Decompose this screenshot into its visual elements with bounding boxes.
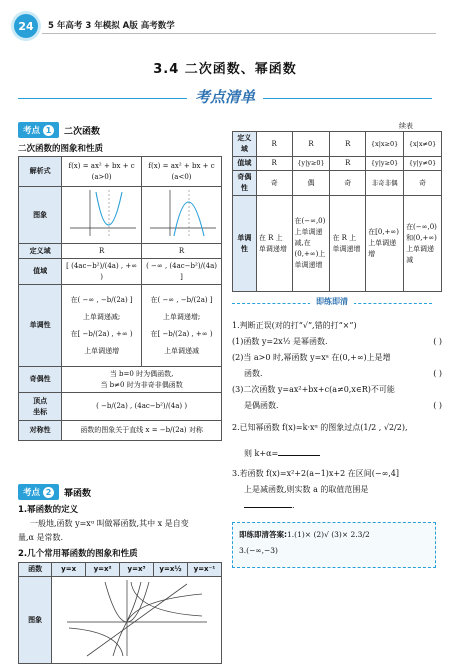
head-axis: 对称性 (19, 421, 62, 441)
func-3: y=x³ (120, 563, 154, 577)
answer-paren-3: ( ) (433, 401, 442, 410)
power-head: 函数 (19, 563, 52, 577)
rt-range-head: 值域 (233, 157, 257, 171)
head-vertex-2: 坐标 (33, 407, 48, 416)
kaodian-banner (18, 86, 432, 110)
answer-paren-1: ( ) (433, 337, 442, 346)
answer-line1-text: 1.(1)× (2)√ (3)× 2.3/2 (287, 530, 370, 539)
page-number-badge (14, 14, 38, 38)
parabola-down-graph (146, 188, 218, 238)
row-graph (19, 187, 222, 244)
rt-parity-2: 偶 (292, 171, 330, 196)
kp2-def-text1: 一般地,函数 y=xᵅ 叫做幂函数,其中 x 是自变 (30, 519, 189, 528)
row-expr (19, 157, 222, 187)
parity-l2: 当 b≠0 时为非奇非偶函数 (100, 380, 183, 389)
q2-blank-text: 则 k+α= (244, 449, 279, 458)
row-mono (19, 285, 222, 367)
answer-paren-2: ( ) (433, 369, 442, 378)
rt-parity-5: 奇 (404, 171, 442, 196)
kp1-tag-num: 1 (43, 125, 54, 136)
rt-parity-head: 奇偶性 (233, 171, 257, 196)
power-functions-graph (57, 578, 217, 658)
func-5: y=x⁻¹ (187, 563, 221, 577)
rt-mono-2: 在(−∞,0)上单调递减,在(0,+∞)上单调递增 (292, 196, 330, 292)
row-axis (19, 421, 222, 441)
mono-c2-b: 上单调递增; (162, 312, 201, 321)
kp1-subhead: 二次函数的图象和性质 (18, 144, 104, 154)
kp1-tag-label: 二次函数 (64, 126, 101, 137)
head-vertex (19, 393, 62, 421)
q1-item2a: (2)当 a>0 时,幂函数 y=xᵃ 在(0,+∞)上是增 (232, 353, 391, 362)
kp2-tag (18, 484, 91, 500)
rt-defdomain-3: R (330, 132, 366, 157)
curve-y-sqrt (127, 594, 202, 622)
rt-defdomain-4: {x|x≥0} (366, 132, 404, 157)
head-graph: 图象 (19, 187, 62, 244)
func-4: y=x½ (154, 563, 188, 577)
graph-up (62, 187, 142, 244)
power-graph-cell (52, 577, 222, 664)
answer-line2: 3.(−∞,−3) (239, 546, 278, 555)
power-graph-row (19, 577, 222, 664)
q3-stem: 3.若函数 f(x)=x²+2(a−1)x+2 在区间(−∞,4] (232, 469, 399, 478)
answer-line1 (239, 527, 429, 543)
range-c2: ( −∞ , (4ac−b²)/(4a) ] (142, 259, 222, 285)
q3-blank (244, 498, 292, 508)
axis-val: 函数的图象关于直线 x = −b/(2a) 对称 (62, 421, 222, 441)
q1-item1 (232, 334, 442, 349)
curve-y-inv-neg (69, 628, 123, 656)
practice-banner-text: 即练即清 (310, 296, 354, 307)
q1-item3b-text: 是偶函数. (244, 401, 279, 410)
mono-c1-d: 上单调递增 (84, 346, 120, 355)
kp2-def-head: 1.幂函数的定义 (18, 505, 79, 515)
power-properties-table (232, 131, 442, 292)
power-graph-head: 图象 (19, 577, 52, 664)
rt-parity-1: 奇 (256, 171, 292, 196)
rt-range-4: {y|y≥0} (366, 157, 404, 171)
mono-c2-c: 在[ −b/(2a) , +∞ ) (150, 329, 213, 338)
rt-defdomain-5: {x|x≠0} (404, 132, 442, 157)
rt-range-5: {y|y≠0} (404, 157, 442, 171)
rt-range-row (233, 157, 442, 171)
domain-c1: R (62, 244, 142, 259)
kp2-graph-head: 2.几个常用幂函数的图象和性质 (18, 549, 138, 559)
kp2-tag-box (18, 484, 59, 500)
q3-blank-line (232, 498, 442, 513)
expr-c1-cond: (a>0) (91, 172, 112, 181)
mono-c2 (142, 285, 222, 367)
head-expr: 解析式 (19, 157, 62, 187)
quadratic-table (18, 156, 222, 441)
rt-parity-row (233, 171, 442, 196)
answer-label: 即练即清答案: (239, 530, 287, 539)
expr-c2-formula: f(x) = ax² + bx + c (148, 161, 215, 170)
rt-mono-row (233, 196, 442, 292)
banner-text: 考点清单 (187, 86, 263, 107)
row-vertex (19, 393, 222, 421)
power-head-row (19, 563, 222, 577)
row-domain (19, 244, 222, 259)
parity-l1: 当 b=0 时为偶函数, (109, 369, 174, 378)
rt-mono-head: 单调性 (233, 196, 257, 292)
q1-stem: 1.判断正误(对的打“√”,错的打“×”) (232, 321, 357, 330)
parabola-curve (96, 192, 122, 225)
parabola-up-graph (66, 188, 138, 238)
kp2-def-text2: 量,α 是常数. (18, 533, 64, 542)
range-c1: [ (4ac−b²)/(4a) , +∞ ) (62, 259, 142, 285)
practice-banner (232, 296, 432, 310)
power-func-table (18, 562, 222, 664)
q1-item1-text: (1)函数 y=2x½ 是幂函数. (232, 337, 328, 346)
kp1-tag-box (18, 122, 59, 138)
q1-item2b (232, 366, 442, 381)
mono-c2-d: 上单调递减 (164, 346, 200, 355)
rt-defdomain-row (233, 132, 442, 157)
expr-c1-formula: f(x) = ax² + bx + c (68, 161, 135, 170)
mono-c1-a: 在( −∞ , −b/(2a) ] (70, 295, 133, 304)
q2-blank-line (232, 446, 442, 461)
mono-c1-b: 上单调递减; (82, 312, 121, 321)
func-1: y=x (52, 563, 86, 577)
head-parity: 奇偶性 (19, 367, 62, 393)
book-title: 5 年高考 3 年模拟 A版 高考数学 (48, 21, 175, 31)
row-parity (19, 367, 222, 393)
graph-down (142, 187, 222, 244)
rt-parity-3: 奇 (330, 171, 366, 196)
head-domain: 定义域 (19, 244, 62, 259)
mono-c1-c: 在[ −b/(2a) , +∞ ) (70, 329, 133, 338)
parity-val (62, 367, 222, 393)
row-range (19, 259, 222, 285)
kp2-tag-num: 2 (43, 487, 54, 498)
kp2-tag-label: 幂函数 (64, 488, 92, 499)
section-title: 3.4 二次函数、幂函数 (153, 62, 297, 77)
rt-range-3: R (330, 157, 366, 171)
q3-blank-end: . (292, 501, 295, 510)
mono-c1 (62, 285, 142, 367)
head-mono: 单调性 (19, 285, 62, 367)
continued-label: 续表 (399, 122, 413, 130)
expr-c2 (142, 157, 222, 187)
q3-line2: 上是减函数,则实数 a 的取值范围是 (244, 485, 369, 494)
rt-range-1: R (256, 157, 292, 171)
expr-c1 (62, 157, 142, 187)
q2-blank (278, 446, 320, 456)
head-range: 值域 (19, 259, 62, 285)
rt-defdomain-2: R (292, 132, 330, 157)
kp1-tag-text: 考点 (23, 126, 41, 136)
kp1-tag (18, 122, 100, 138)
rt-defdomain-head: 定义域 (233, 132, 257, 157)
rt-mono-5: 在(−∞,0)和(0,+∞)上单调递减 (404, 196, 442, 292)
page-number: 24 (18, 19, 34, 33)
q1-item3a: (3)二次函数 y=ax²+bx+c(a≠0,x∈R)不可能 (232, 385, 395, 394)
head-vertex-1: 顶点 (33, 396, 48, 405)
rt-range-2: {y|y≥0} (292, 157, 330, 171)
rt-mono-3: 在 R 上单调递增 (330, 196, 366, 292)
rt-mono-4: 在[0,+∞)上单调递增 (366, 196, 404, 292)
kp2-tag-text: 考点 (23, 488, 41, 498)
q2-stem: 2.已知幂函数 f(x)=k·xᵅ 的图象过点(1/2 , √2/2), (232, 423, 408, 432)
answer-box (232, 522, 436, 568)
q1-item3b (232, 398, 442, 413)
rt-mono-1: 在 R 上单调递增 (256, 196, 292, 292)
vertex-val: ( −b/(2a) , (4ac−b²)/(4a) ) (62, 393, 222, 421)
expr-c2-cond: (a<0) (171, 172, 192, 181)
rt-parity-4: 非奇非偶 (366, 171, 404, 196)
header-rule (42, 33, 436, 34)
q1-item2b-text: 函数. (244, 369, 263, 378)
mono-c2-a: 在( −∞ , −b/(2a) ] (150, 295, 213, 304)
domain-c2: R (142, 244, 222, 259)
rt-defdomain-1: R (256, 132, 292, 157)
func-2: y=x² (86, 563, 120, 577)
